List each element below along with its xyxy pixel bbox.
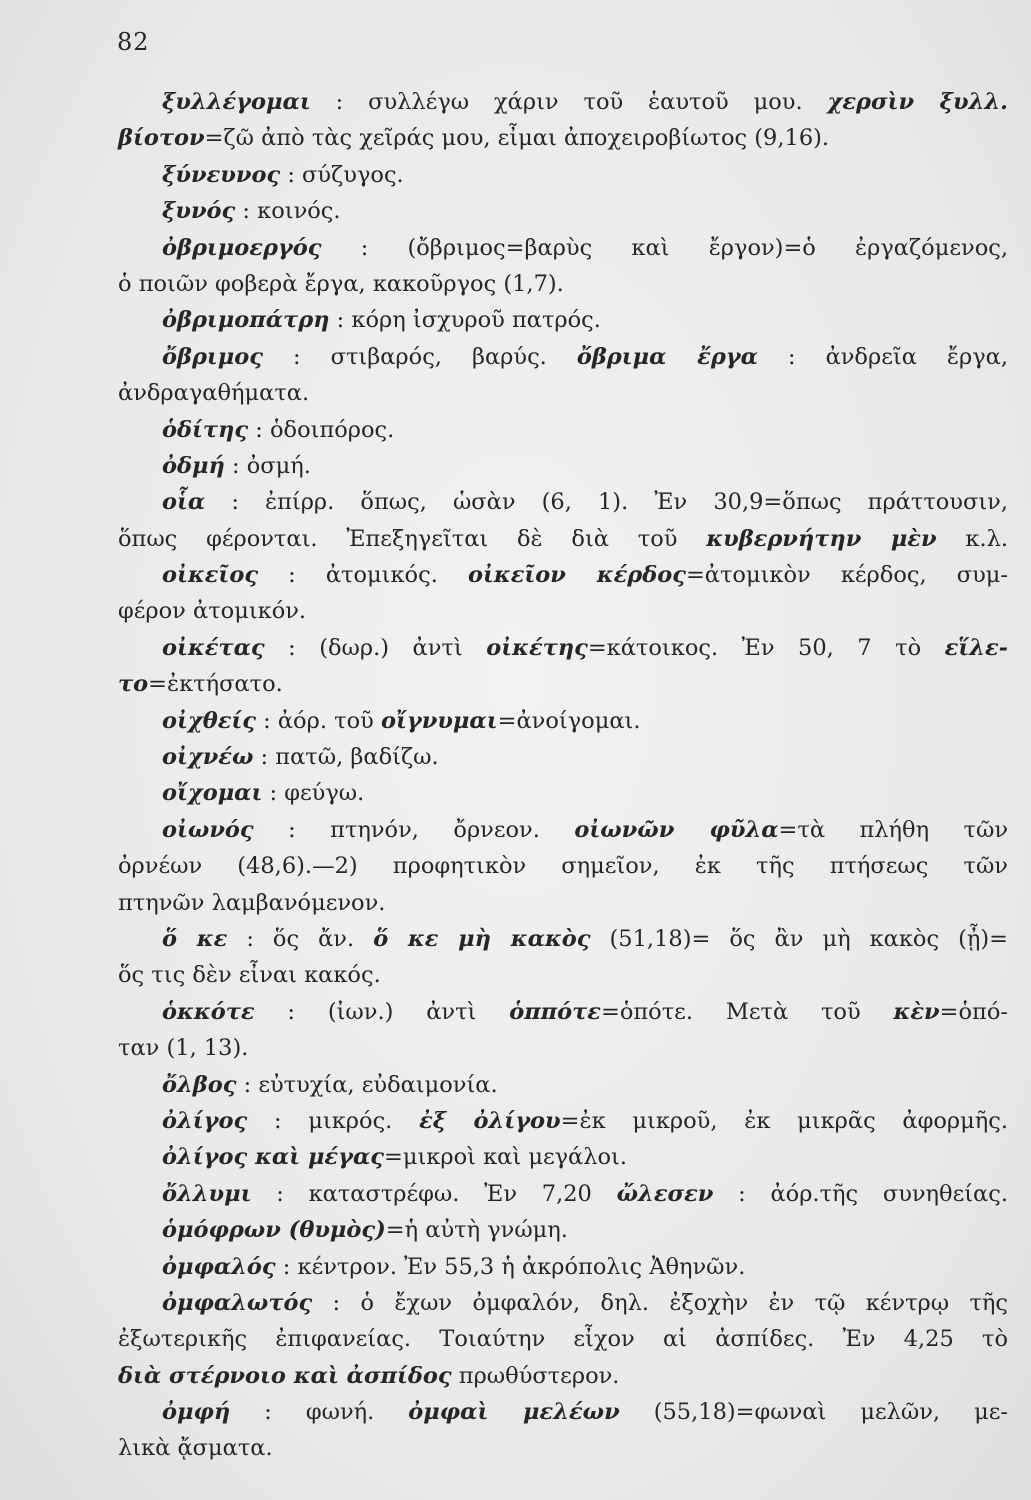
headword: ὅ κε [162,925,228,952]
definition-text: =ἡ αὐτὴ γνώμη. [385,1217,568,1244]
headword: οἰχνέω [162,744,254,771]
definition-text: =τὰ πλήθη τῶν [778,816,1009,843]
entry-line [118,703,1008,739]
headword: ὀμφαλωτός [162,1289,313,1316]
entry-line [118,412,1008,448]
headword: οἴχομαι [162,780,263,807]
definition-text: κ.λ. [936,525,1009,552]
definition-text: : (δωρ.) ἀντὶ [264,634,487,661]
definition-text: (51,18)= ὅς ἂν μὴ κακὸς (ᾖ)= [590,925,1008,952]
definition-text: : συλλέγω χάριν τοῦ ἑαυτοῦ μου. [310,89,828,115]
emphasized-phrase: χερσὶν ξυλλ. [827,89,1008,115]
definition-text: (55,18)=φωναὶ μελῶν, με- [619,1399,1008,1426]
definition-text: : ὁδοιπόρος. [248,416,395,443]
continuation-line [118,666,1008,702]
continuation-line [118,957,1008,993]
entry-line [118,994,1008,1030]
entry-line [118,630,1008,666]
definition-text: : πτηνόν, ὄρνεον. [253,816,575,843]
entry-line [118,775,1008,811]
headword: ὀλίγος καὶ μέγας [162,1144,384,1171]
definition-text: πρωθύστερον. [451,1362,620,1389]
entry-line [118,448,1008,484]
definition-text: =μικροὶ καὶ μεγάλοι. [383,1144,628,1171]
emphasized-phrase: ἐξ ὀλίγου [419,1107,561,1134]
definition-text: : ὅς ἄν. [227,925,374,952]
definition-text: : εὐτυχία, εὐδαιμονία. [236,1071,498,1098]
definition-text: : καταστρέφω. Ἐν 7,20 [251,1180,617,1207]
headword: ὀλίγος [162,1107,248,1134]
headword: ξυλλέγομαι [162,89,311,115]
emphasized-phrase: ὀμφαὶ μελέων [408,1399,620,1426]
definition-text: : ἐπίρρ. ὅπως, ὡσὰν (6, 1). Ἐν 30,9=ὅπως πράττουσιν, [205,489,1008,516]
continuation-line [118,1321,1008,1357]
headword: οἷα [162,489,206,516]
emphasized-phrase: οἰκέτης [486,634,588,661]
definition-text: : ἀόρ.τῆς συνηθείας. [713,1180,1009,1207]
entry-line [118,1067,1008,1103]
emphasized-phrase: κὲν [893,998,940,1025]
entry-line [118,230,1008,266]
continuation-line [118,848,1008,884]
entry-line [118,1139,1008,1175]
definition-text: ἀνδραγαθήματα. [118,380,310,407]
continuation-line [118,1030,1008,1066]
definition-text: : ἀόρ. τοῦ [255,707,381,734]
continuation-line [118,1430,1008,1466]
headword: ὁκκότε [162,998,255,1025]
headword: ὄλλυμι [162,1180,252,1207]
headword: ὀδμή [162,452,225,479]
headword: οἰωνός [162,816,254,843]
definition-text: =ὁπό- [939,998,1008,1025]
definition-text: =ὁπότε. Μετὰ τοῦ [600,998,894,1025]
entry-line [118,193,1008,229]
definition-text: : ὁ ἔχων ὀμφαλόν, δηλ. ἐξοχὴν ἐν τῷ κέντρῳ τῆς [312,1289,1008,1316]
emphasized-phrase: εἵλε- [944,634,1008,661]
emphasized-phrase: οἰκεῖον κέρδος [467,562,686,589]
definition-text: =ζῶ ἀπὸ τὰς χεῖράς μου, εἶμαι ἀποχειροβίωτος (9,16). [204,125,830,152]
emphasized-phrase: ὤλεσεν [616,1180,714,1207]
glossary-text [118,84,1008,1467]
headword: ὄλβος [162,1071,237,1098]
continuation-line [118,885,1008,921]
definition-text: : κόρη ἰσχυροῦ πατρός. [329,307,601,334]
headword: ὁδίτης [162,416,249,443]
page-number: 82 [117,28,150,56]
entry-line [118,1103,1008,1139]
definition-text: : (ὄβριμος=βαρὺς καὶ ἔργον)=ὁ ἐργαζόμενος, [321,234,1008,261]
definition-text: : ὀσμή. [224,452,311,479]
emphasized-phrase: οἰωνῶν φῦλα [574,816,779,843]
entry-line [118,1249,1008,1285]
headword: ὀβριμοπάτρη [162,307,330,334]
definition-text: λικὰ ᾄσματα. [118,1435,273,1462]
definition-text: φέρον ἀτομικόν. [118,598,307,625]
definition-text: : κοινός. [235,198,341,225]
continuation-line [118,375,1008,411]
entry-line [118,1285,1008,1321]
definition-text: : (ἰων.) ἀντὶ [254,998,510,1025]
definition-text: : μικρός. [247,1107,420,1134]
definition-text: ὁ ποιῶν φοβερὰ ἔργα, κακοῦργος (1,7). [118,270,564,297]
definition-text: ὅπως φέρονται. Ἐπεξηγεῖται δὲ διὰ τοῦ [118,525,707,552]
definition-text: =ἐκ μικροῦ, ἐκ μικρᾶς ἀφορμῆς. [560,1107,1008,1134]
headword: ὀμφή [162,1399,231,1426]
definition-text: ὀρνέων (48,6).—2) προφητικὸν σημεῖον, ἐκ τῆς πτήσεως τῶν [118,853,1008,880]
entry-line [118,921,1008,957]
entry-line [118,739,1008,775]
headword: οἰκεῖος [162,562,259,589]
headword: ὄβριμος [162,343,263,370]
definition-text: =ἀτομικὸν κέρδος, συμ- [685,562,1008,589]
emphasized-phrase: ὄβριμα ἔργα [576,343,758,370]
entry-line [118,339,1008,375]
entry-line [118,302,1008,338]
emphasized-phrase: κυβερνήτην μὲν [706,525,937,552]
definition-text: =κάτοικος. Ἐν 50, 7 τὸ [587,634,945,661]
definition-text: : στιβαρός, βαρύς. [262,343,577,370]
entry-line [118,484,1008,520]
definition-text: : φωνή. [230,1399,409,1426]
emphasized-phrase: ὅ κε μὴ κακὸς [373,925,591,952]
headword: οἰκέτας [162,634,265,661]
definition-text: =ἐκτήσατο. [148,671,283,698]
entry-line [118,1394,1008,1430]
entry-line [118,557,1008,593]
entry-line [118,812,1008,848]
definition-text: : κέντρον. Ἐν 55,3 ἡ ἀκρόπολις Ἀθηνῶν. [275,1253,746,1280]
definition-text: : πατῶ, βαδίζω. [253,744,439,771]
definition-text: ἐξωτερικῆς ἐπιφανείας. Τοιαύτην εἶχον αἱ ἀσπίδες. Ἐν 4,25 τὸ [118,1326,1008,1353]
headword: ὀβριμοεργός [162,234,322,261]
continuation-line [118,266,1008,302]
definition-text: : ἀνδρεῖα ἔργα, [757,343,1008,370]
emphasized-phrase: βίοτον [118,125,205,152]
definition-text: =ἀνοίγομαι. [497,707,641,734]
headword: ξύνευνος [162,161,281,188]
emphasized-phrase: οἴγνυμαι [380,707,498,734]
emphasized-phrase: διὰ στέρνοιο καὶ ἀσπίδος [118,1362,452,1389]
entry-line [118,1176,1008,1212]
headword: ὀμφαλός [162,1253,276,1280]
emphasized-phrase: ὁππότε [509,998,601,1025]
emphasized-phrase: το [118,671,149,698]
continuation-line [118,120,1008,156]
headword: ὁμόφρων (θυμὸς) [162,1217,386,1244]
definition-text: πτηνῶν λαμβανόμενον. [118,889,386,916]
entry-line [118,84,1008,120]
definition-text: : φεύγω. [262,780,365,807]
headword: οἰχθείς [162,707,256,734]
definition-text: ὅς τις δὲν εἶναι κακός. [118,962,381,989]
continuation-line [118,593,1008,629]
headword: ξυνός [162,198,236,225]
continuation-line [118,521,1008,557]
definition-text: : ἀτομικός. [258,562,468,589]
continuation-line [118,1358,1008,1394]
definition-text: : σύζυγος. [280,161,404,188]
entry-line [118,157,1008,193]
definition-text: ταν (1, 13). [118,1035,249,1062]
entry-line [118,1212,1008,1248]
